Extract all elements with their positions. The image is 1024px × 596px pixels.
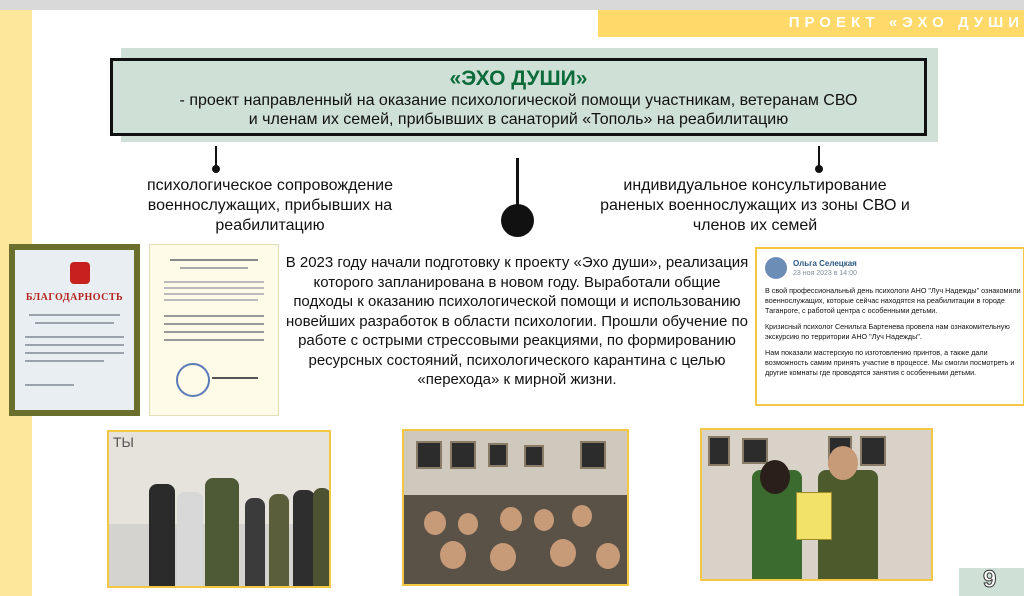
- photo-audience-hall: [402, 429, 629, 586]
- top-grey-band: [0, 0, 1024, 10]
- center-connector-dot: [501, 204, 534, 237]
- wall-picture: [742, 438, 768, 464]
- page-number: 9: [983, 566, 997, 593]
- left-connector-dot: [212, 165, 220, 173]
- wall-painting: [488, 443, 508, 467]
- wall-painting: [416, 441, 442, 469]
- header-title: ПРОЕКТ «ЭХО ДУШИ: [788, 14, 1024, 31]
- person-figure: [205, 478, 239, 588]
- person-figure: [293, 490, 315, 588]
- post-paragraph: Кризисный психолог Сенильга Бартенева провела нам ознакомительную экскурсию по территории АНО "Луч Надежды".: [765, 322, 1010, 341]
- avatar: [765, 257, 787, 279]
- sign-text: ТЫ: [113, 434, 134, 450]
- person-figure: [149, 484, 175, 588]
- person-figure: [313, 488, 331, 588]
- certificate-gratitude-image: [9, 244, 140, 416]
- stamp-icon: [176, 363, 210, 397]
- training-certificate-image: [149, 244, 279, 416]
- certificate-title: БЛАГОДАРНОСТЬ: [25, 292, 124, 303]
- center-description: В 2023 году начали подготовку к проекту «Эхо души», реализация которого запланирована в новом году. Выработали общие подходы к оказанию психологической помощи и использованию новейших разработок в области психологии. Прошли обучение по работе с острыми стрессовыми реакциями, по формированию ресурсных состояний, психологического карантина с целью «перехода» к мирной жизни.: [285, 254, 749, 388]
- social-post: [755, 247, 1024, 406]
- wall-picture: [708, 436, 730, 466]
- right-connector-dot: [815, 165, 823, 173]
- wall-painting: [450, 441, 476, 469]
- person-figure: [177, 492, 203, 588]
- photo-certificate-presentation: [700, 428, 933, 581]
- post-timestamp: 23 ноя 2023 в 14:00: [793, 270, 857, 277]
- post-paragraph: В свой профессиональный день психологи АНО "Луч Надежды" ознакомили военнослужащих, которые сейчас находятся на реабилитации в городе Таганроге, с работой центра с особенными детьми.: [765, 286, 1021, 315]
- wall-painting: [524, 445, 544, 467]
- wall-painting: [580, 441, 606, 469]
- project-description: - проект направленный на оказание психологической помощи участникам, ветеранам СВО и членам их семей, прибывших в санаторий «Тополь» на реабилитацию: [179, 92, 858, 128]
- person-figure: [245, 498, 265, 588]
- photo-award-ceremony: [107, 430, 331, 588]
- post-body: [765, 286, 1023, 384]
- branch-right-text: индивидуальное консультирование раненых военнослужащих из зоны СВО и членов их семей: [600, 177, 910, 234]
- coat-of-arms-icon: [70, 262, 90, 284]
- post-author: Ольга Селецкая: [793, 259, 857, 268]
- main-box: [110, 58, 927, 136]
- post-paragraph: Нам показали мастерскую по изготовлению принтов, а также дали возможность самим принять участие в процессе. Мы смогли посмотреть и другие комнаты где проводятся занятия с особенными детьми.: [765, 348, 1015, 377]
- branch-left-text: психологическое сопровождение военнослужащих, прибывших на реабилитацию: [147, 177, 393, 234]
- person-figure: [269, 494, 289, 588]
- project-title: «ЭХО ДУШИ»: [449, 67, 588, 90]
- held-certificate: [796, 492, 832, 540]
- wall-picture: [860, 436, 886, 466]
